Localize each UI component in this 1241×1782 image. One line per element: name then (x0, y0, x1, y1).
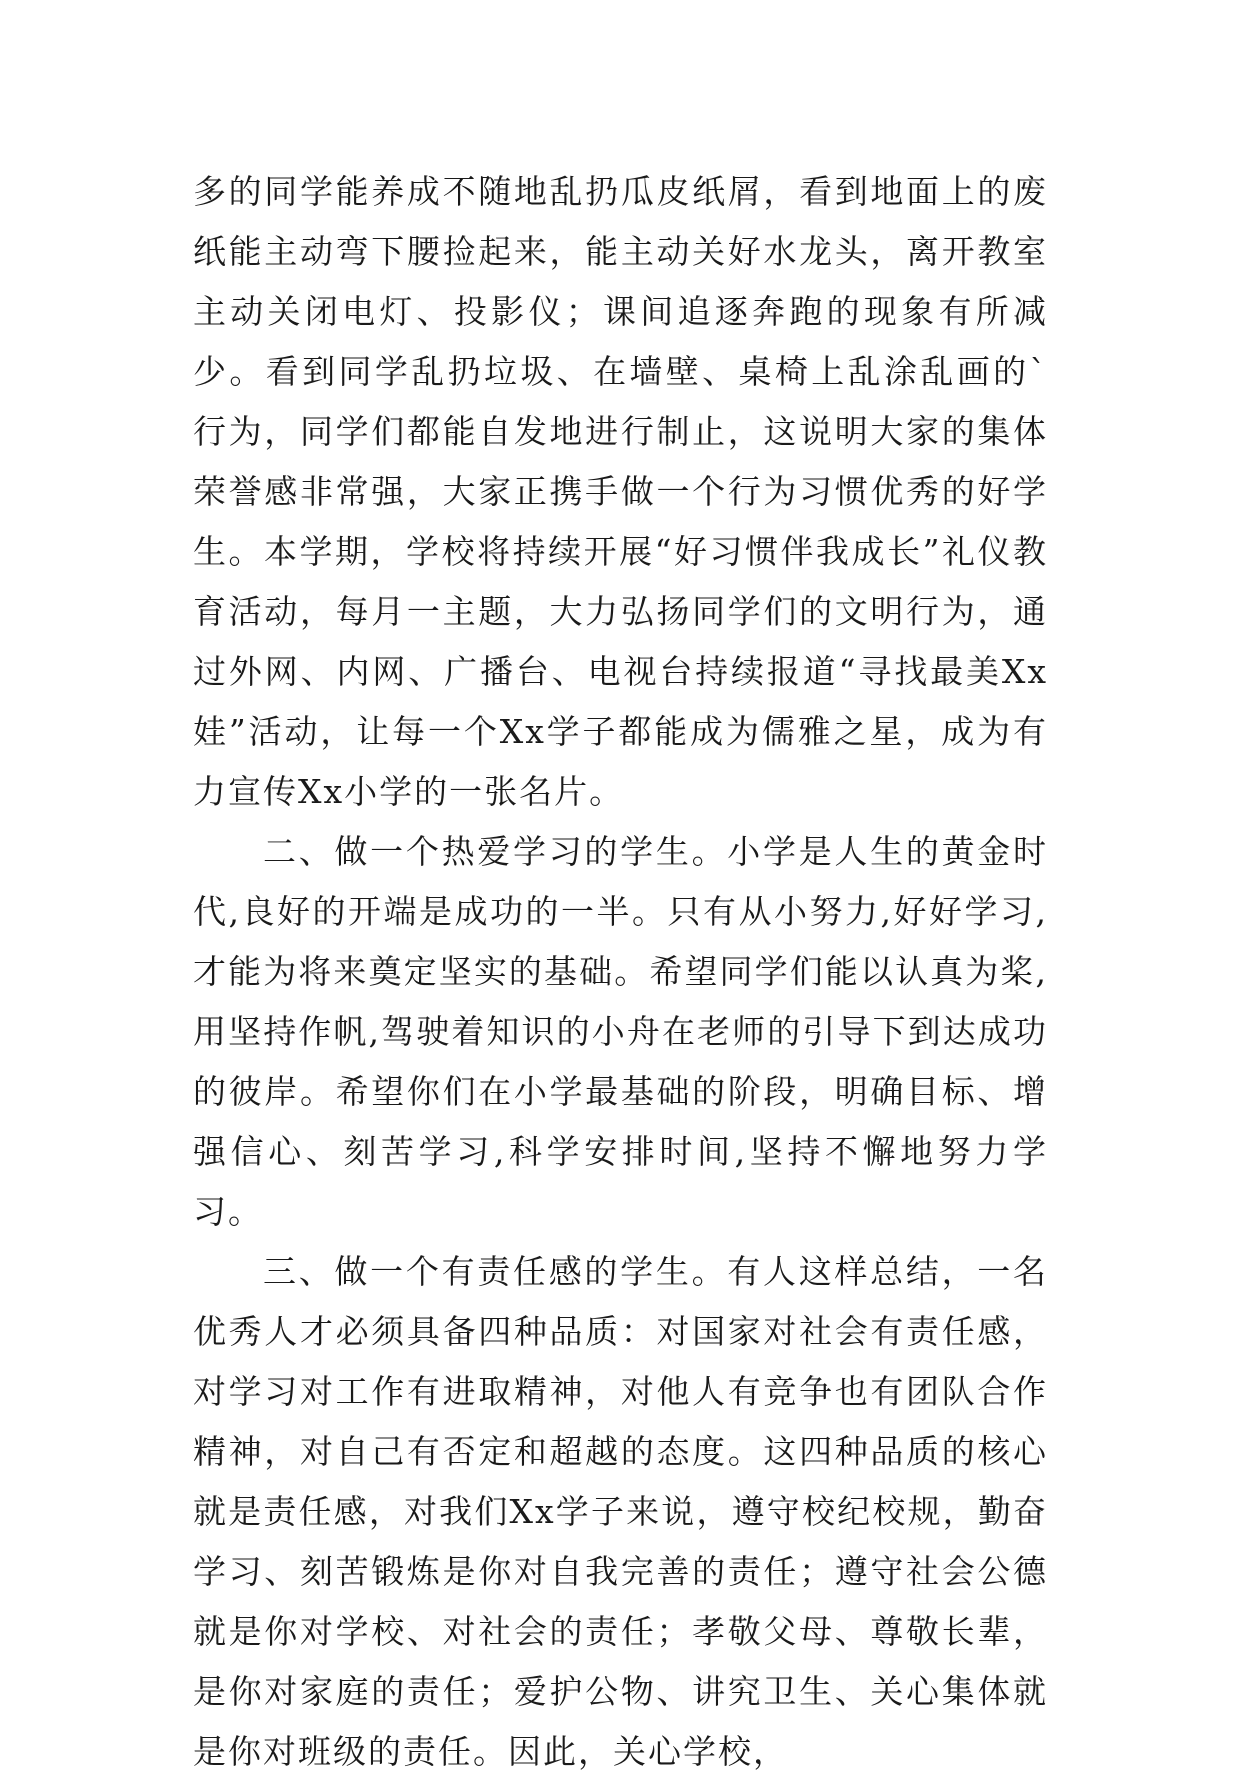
paragraph-love-learning: 二、做一个热爱学习的学生。小学是人生的黄金时代,良好的开端是成功的一半。只有从小努力,好好学习,才能为将来奠定坚实的基础。希望同学们能以认真为桨,用坚持作帆,驾驶着知识的小舟在老师的引导下到达成功的彼岸。希望你们在小学最基础的阶段，明确目标、增强信心、刻苦学习,科学安排时间,坚持不懈地努力学习。 (193, 832, 1048, 1231)
paragraph-responsibility: 三、做一个有责任感的学生。有人这样总结，一名优秀人才必须具备四种品质：对国家对社会有责任感，对学习对工作有进取精神，对他人有竞争也有团队合作精神，对自己有否定和超越的态度。这四种品质的核心就是责任感，对我们Xx学子来说，遵守校纪校规，勤奋学习、刻苦锻炼是你对自我完善的责任；遵守社会公德就是你对学校、对社会的责任；孝敬父母、尊敬长辈，是你对家庭的责任；爱护公物、讲究卫生、关心集体就是你对班级的责任。因此，关心学校， (193, 1252, 1048, 1771)
paragraph-behavior-habits: 多的同学能养成不随地乱扔瓜皮纸屑，看到地面上的废纸能主动弯下腰捡起来，能主动关好水龙头，离开教室主动关闭电灯、投影仪；课间追逐奔跑的现象有所减少。看到同学乱扔垃圾、在墙壁、桌椅上乱涂乱画的`行为，同学们都能自发地进行制止，这说明大家的集体荣誉感非常强，大家正携手做一个行为习惯优秀的好学生。本学期，学校将持续开展“好习惯伴我成长”礼仪教育活动，每月一主题，大力弘扬同学们的文明行为，通过外网、内网、广播台、电视台持续报道“寻找最美Xx娃”活动，让每一个Xx学子都能成为儒雅之星，成为有力宣传Xx小学的一张名片。 (193, 172, 1048, 811)
document-body (193, 162, 1048, 1782)
